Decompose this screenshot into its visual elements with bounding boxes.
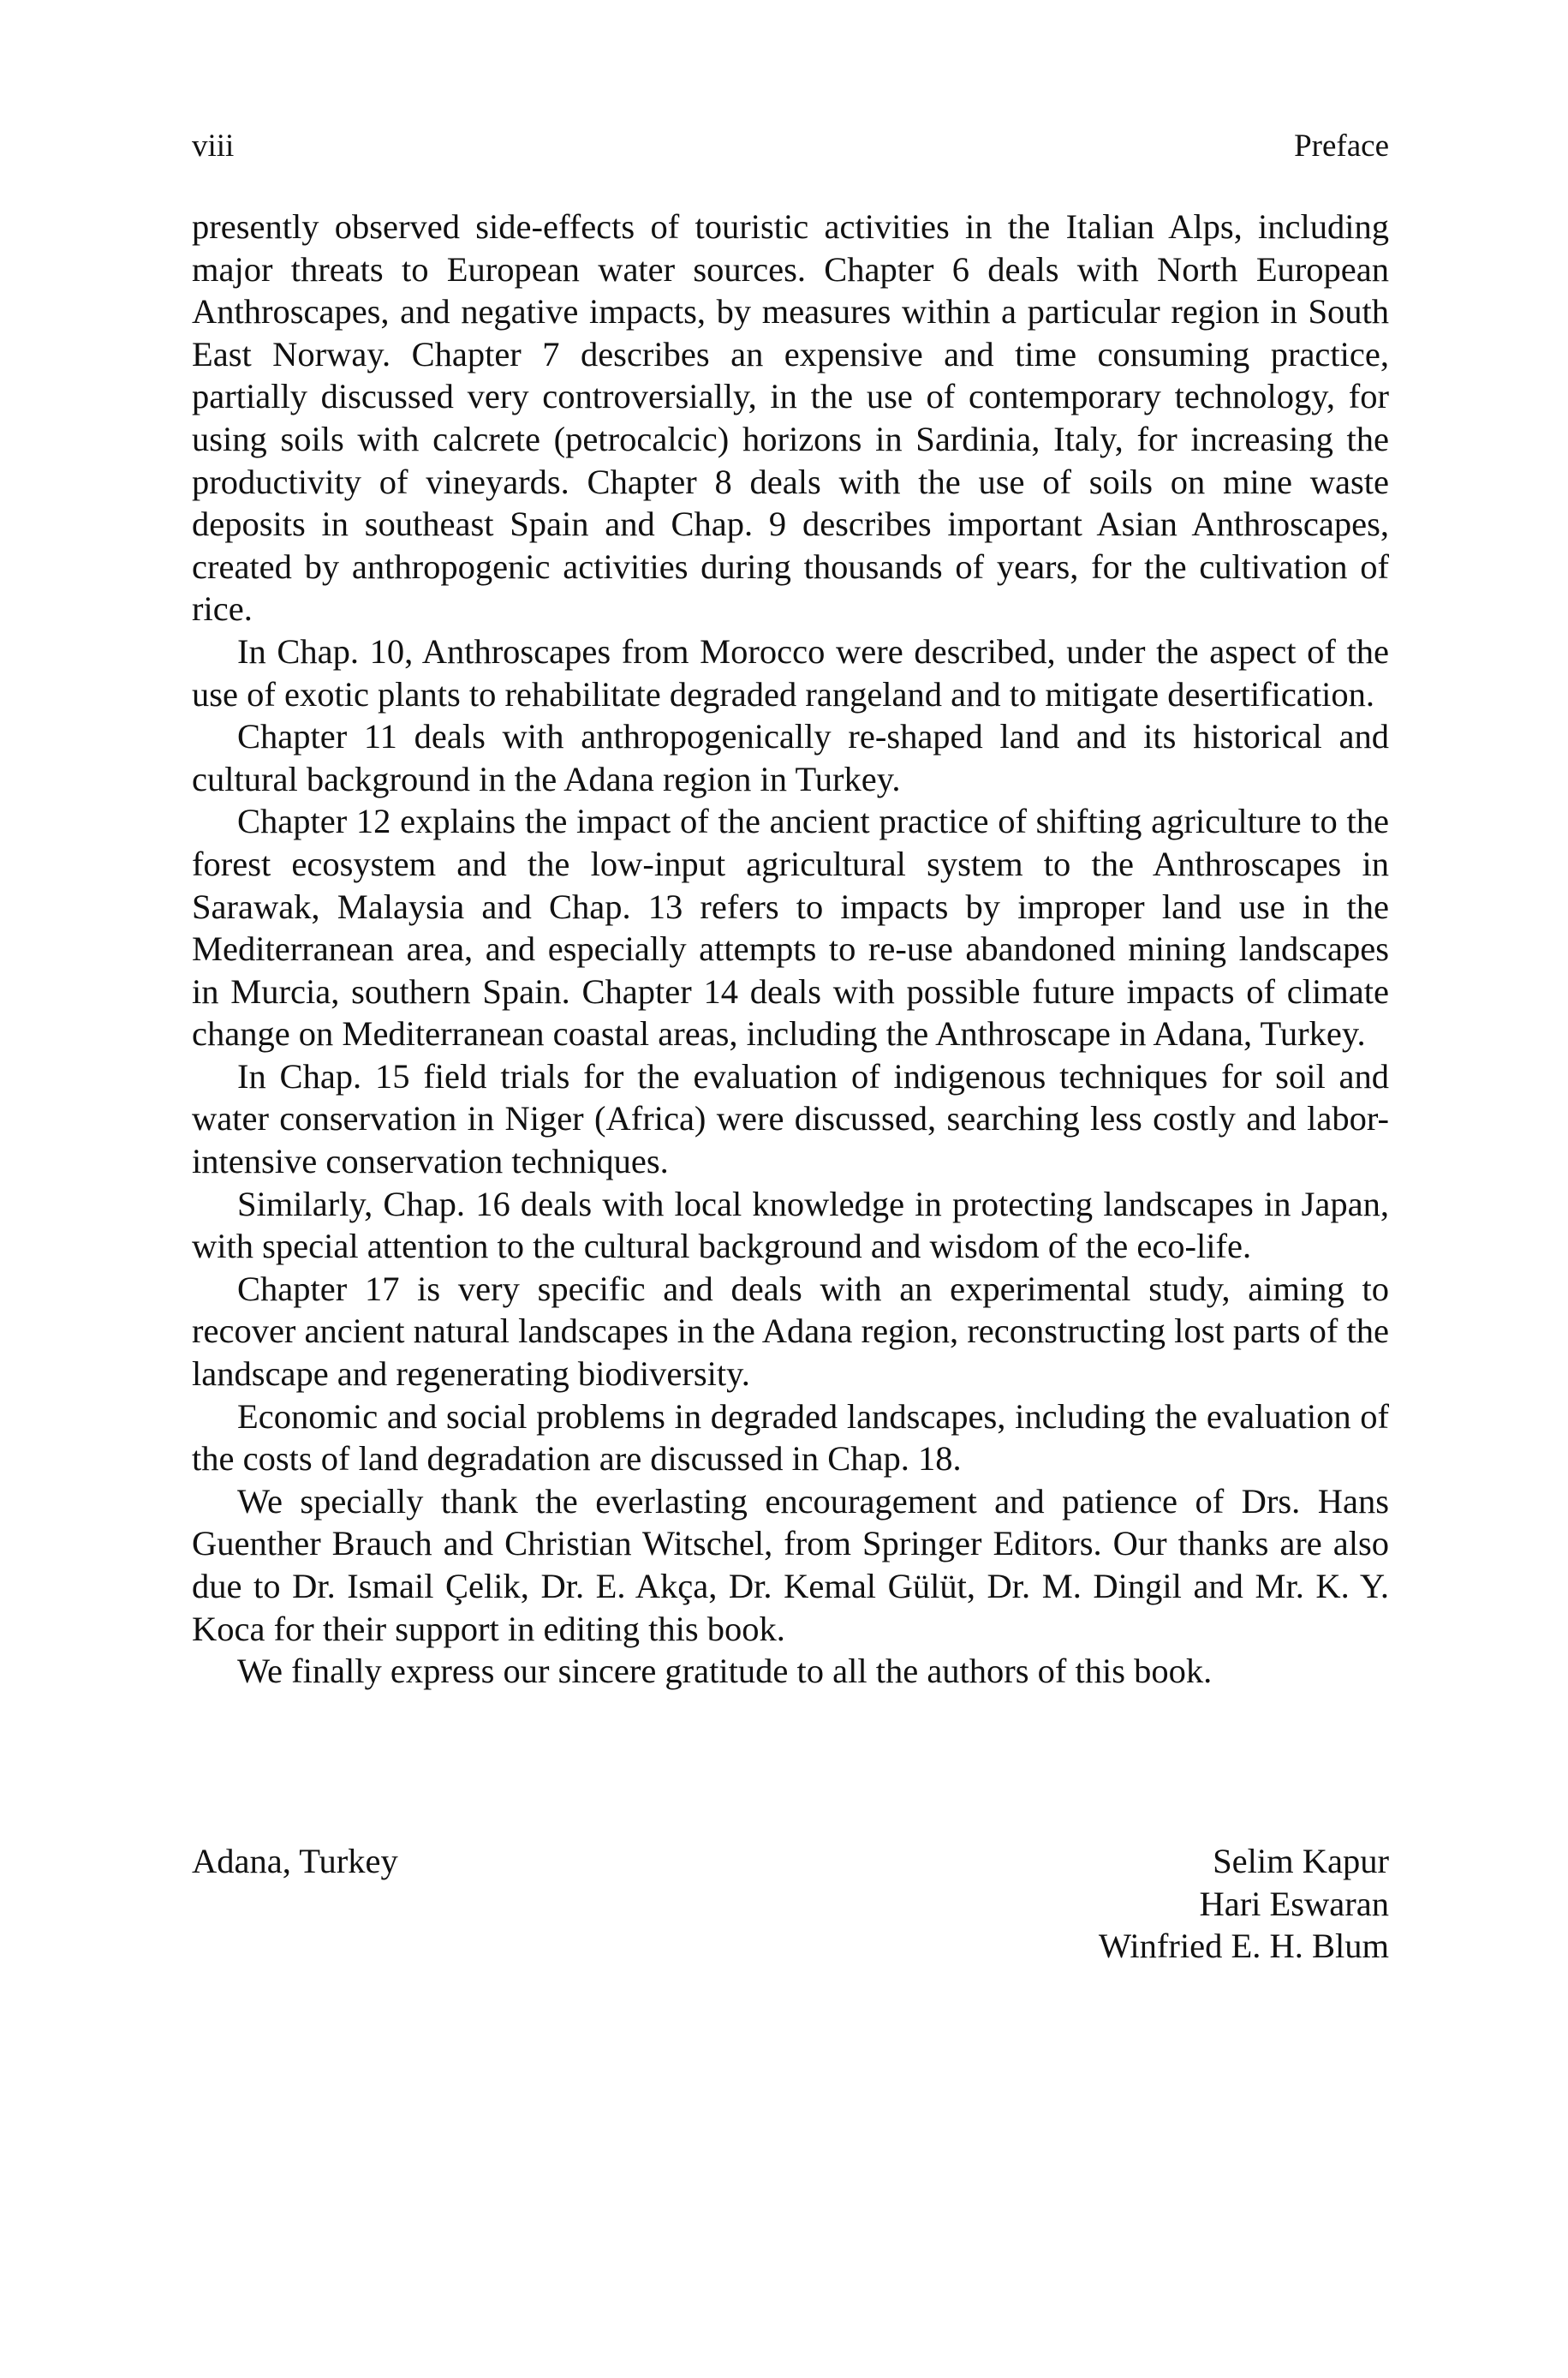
paragraph-continued: presently observed side-effects of touristic activities in the Italian Alps, including major threats to European water sources. Chapter 6 deals with North European Anthroscapes, and negative impacts, by measures within a particular region in South East Norway. Chapter 7 describes an expensive and time consuming practice, partially discussed very controversially, in the use of contemporary technology, for using soils with calcrete (petrocalcic) horizons in Sardinia, Italy, for increasing the productivity of vineyards. Chapter 8 deals with the use of soils on mine waste deposits in southeast Spain and Chap. 9 describes important Asian Anthroscapes, created by anthropogenic activities during thousands of years, for the cultivation of rice. [192,207,1389,629]
paragraph-chap-10: In Chap. 10, Anthroscapes from Morocco were described, under the aspect of the use of exotic plants to rehabilitate degraded rangeland and to mitigate desertification. [192,631,1389,714]
author-name: Hari Eswaran [1199,1884,1389,1923]
paragraph-chap-16: Similarly, Chap. 16 deals with local knowledge in protecting landscapes in Japan, with special attention to the cultural background and wisdom of the eco-life. [192,1184,1389,1266]
preface-body [192,206,1389,1693]
author-name: Winfried E. H. Blum [1098,1927,1389,1966]
paragraph-chap-11: Chapter 11 deals with anthropogenically re-shaped land and its historical and cultural background in the Adana region in Turkey. [192,717,1389,798]
signature-place: Adana, Turkey [192,1842,398,1880]
paragraph-chap-12-14: Chapter 12 explains the impact of the ancient practice of shifting agriculture to the forest ecosystem and the low-input agricultural system to the Anthroscapes in Sarawak, Malaysia and Chap. 13 refers to impacts by improper land use in the Mediterranean area, and especially attempts to re-use abandoned mining landscapes in Murcia, southern Spain. Chapter 14 deals with possible future impacts of climate change on Mediterranean coastal areas, including the Anthroscape in Adana, Turkey. [192,802,1389,1054]
paragraph-acknowledgements: We specially thank the everlasting encouragement and patience of Drs. Hans Guenther Brauch and Christian Witschel, from Springer Editors. Our thanks are also due to Dr. Ismail Çelik, Dr. E. Akça, Dr. Kemal Gülüt, Dr. M. Dingil and Mr. K. Y. Koca for their support in editing this book. [192,1481,1389,1648]
page-number: viii [192,128,235,164]
paragraph-chap-17: Chapter 17 is very specific and deals with an experimental study, aiming to recover ancient natural landscapes in the Adana region, reconstructing lost parts of the landscape and regenerating biodiversity. [192,1269,1389,1394]
section-title: Preface [1294,128,1389,164]
paragraph-chap-18: Economic and social problems in degraded landscapes, including the evaluation of the costs of land degradation are discussed in Chap. 18. [192,1396,1389,1479]
paragraph-chap-15: In Chap. 15 field trials for the evaluation of indigenous techniques for soil and water conservation in Niger (Africa) were discussed, searching less costly and labor-intensive conservation techniques. [192,1056,1389,1181]
running-header [192,125,1389,168]
paragraph-gratitude: We finally express our sincere gratitude to all the authors of this book. [237,1652,1213,1691]
author-name: Selim Kapur [1213,1842,1389,1880]
author-list [1099,1840,1389,1968]
